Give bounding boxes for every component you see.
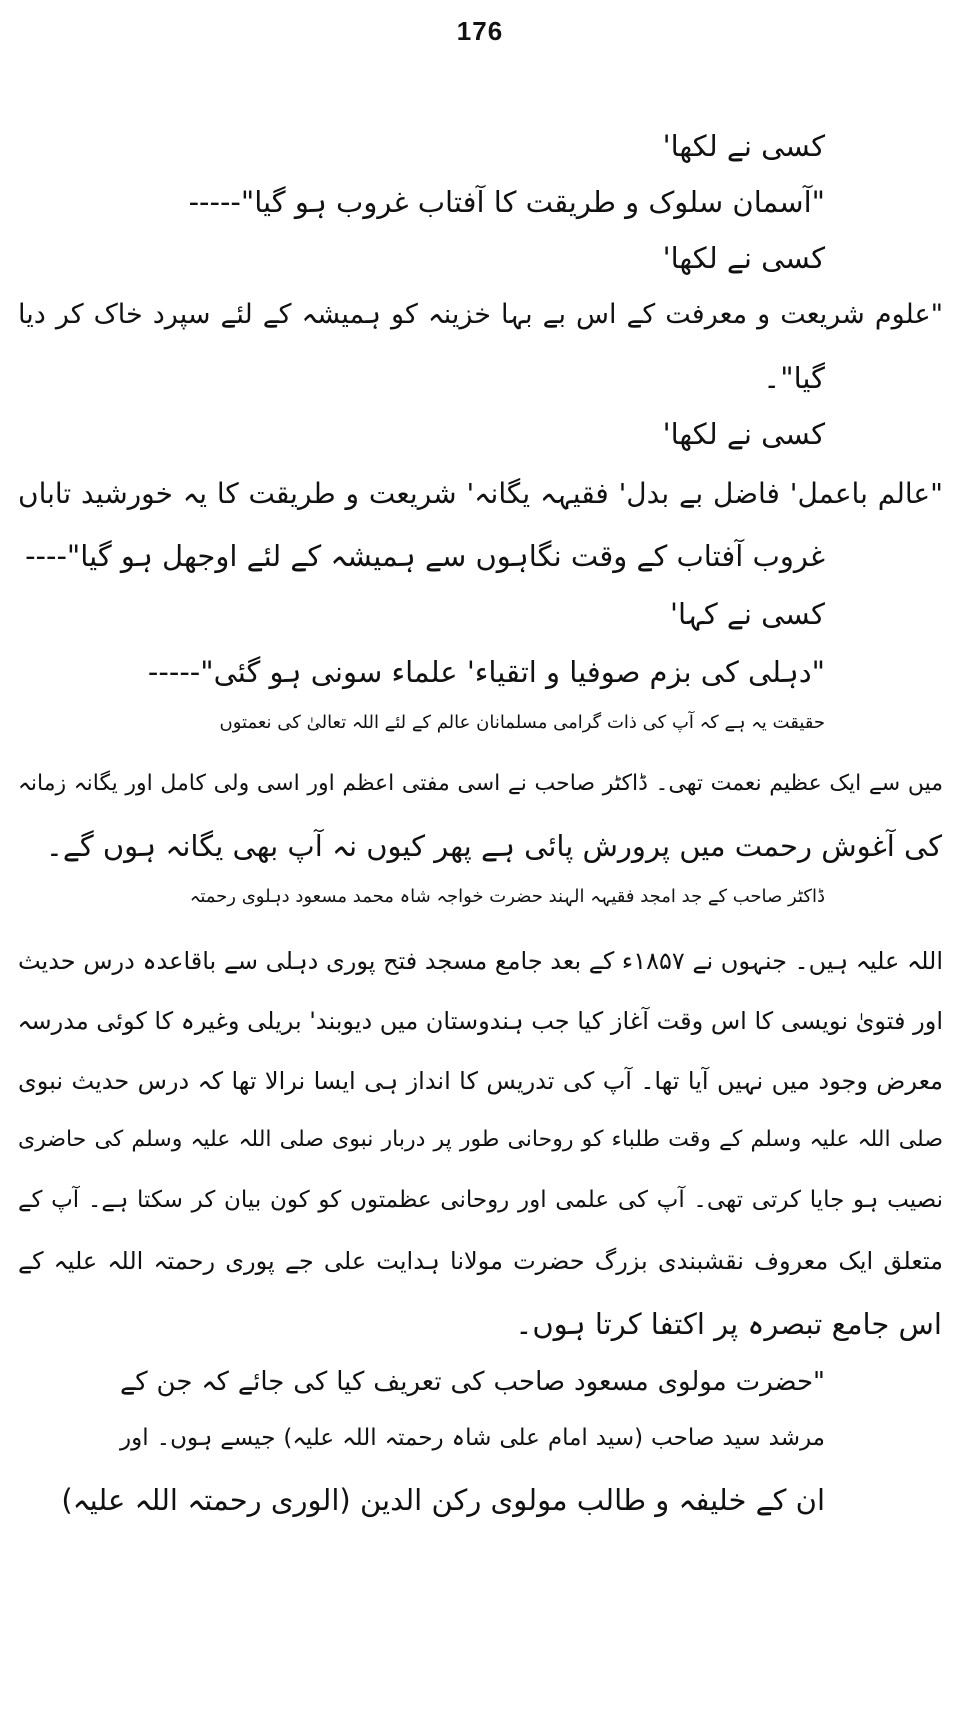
line-9: کسی نے کہا': [670, 597, 825, 631]
line-11: حقیقت یہ ہے کہ آپ کی ذات گرامی مسلمانان عالم کے لئے اللہ تعالیٰ کی نعمتوں: [219, 712, 825, 733]
line-17: معرض وجود میں نہیں آیا تھا۔ آپ کی تدریس کا انداز ہی ایسا نرالا تھا کہ درس حدیث نبوی: [18, 1067, 944, 1095]
line-2: "آسمان سلوک و طریقت کا آفتاب غروب ہو گیا"-----: [188, 185, 825, 219]
line-15: اللہ علیہ ہیں۔ جنہوں نے ۱۸۵۷ء کے بعد جامع مسجد فتح پوری دہلی سے باقاعدہ درس حدیث: [17, 947, 943, 975]
page-number: 176: [456, 16, 504, 46]
quote-line-1: "حضرت مولوی مسعود صاحب کی تعریف کیا کی جائے کہ جن کے: [120, 1367, 825, 1397]
line-3: کسی نے لکھا': [662, 241, 825, 275]
line-20: متعلق ایک معروف نقشبندی بزرگ حضرت مولانا ہدایت علی جے پوری رحمتہ اللہ علیہ کے: [18, 1247, 943, 1275]
line-18: صلی اللہ علیہ وسلم کے وقت طلباء کو روحانی طور پر دربار نبوی صلی اللہ علیہ وسلم کی حاضری: [18, 1127, 943, 1152]
line-6: کسی نے لکھا': [662, 417, 825, 451]
line-7: "عالم باعمل' فاضل بے بدل' فقیہہ یگانہ' شریعت و طریقت کا یہ خورشید تاباں: [18, 477, 943, 510]
line-16: اور فتویٰ نویسی کا اس وقت آغاز کیا جب ہندوستان میں دیوبند' بریلی وغیرہ کا کوئی مدرسہ: [17, 1007, 943, 1035]
line-13: کی آغوش رحمت میں پرورش پائی ہے پھر کیوں نہ آپ بھی یگانہ ہوں گے۔: [45, 829, 942, 863]
line-14: ڈاکٹر صاحب کے جد امجد فقیہہ الہند حضرت خواجہ شاہ محمد مسعود دہلوی رحمتہ: [189, 886, 825, 907]
line-10: "دہلی کی بزم صوفیا و اتقیاء' علماء سونی ہو گئی"-----: [147, 655, 825, 689]
line-19: نصیب ہو جایا کرتی تھی۔ آپ کی علمی اور روحانی عظمتوں کو کون بیان کر سکتا ہے۔ آپ کے: [18, 1187, 943, 1213]
quote-line-3: ان کے خلیفہ و طالب مولوی رکن الدین (الوری رحمتہ اللہ علیہ): [61, 1483, 825, 1517]
line-4: "علوم شریعت و معرفت کے اس بے بہا خزینہ کو ہمیشہ کے لئے سپرد خاک کر دیا: [18, 299, 943, 330]
line-8: غروب آفتاب کے وقت نگاہوں سے ہمیشہ کے لئے اوجھل ہو گیا"----: [25, 539, 825, 573]
line-5: گیا"۔: [763, 361, 825, 395]
quote-line-2: مرشد سید صاحب (سید امام علی شاہ رحمتہ اللہ علیہ) جیسے ہوں۔ اور: [120, 1425, 825, 1451]
line-12: میں سے ایک عظیم نعمت تھی۔ ڈاکٹر صاحب نے اسی مفتی اعظم اور اسی ولی کامل اور یگانہ زمانہ: [18, 771, 943, 796]
line-21: اس جامع تبصرہ پر اکتفا کرتا ہوں۔: [515, 1307, 942, 1341]
line-1: کسی نے لکھا': [662, 129, 825, 163]
